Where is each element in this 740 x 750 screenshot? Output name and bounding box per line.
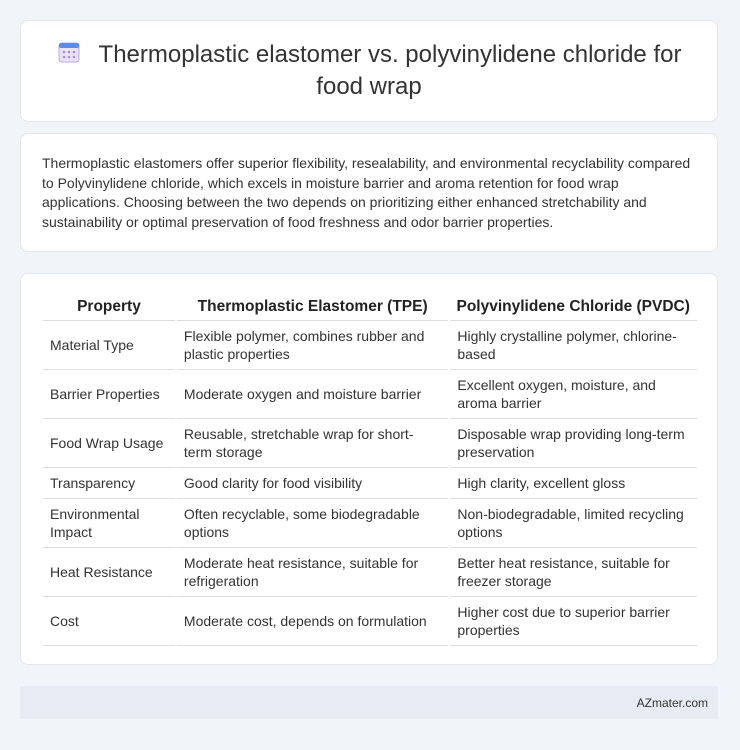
cell-pvdc: High clarity, excellent gloss — [449, 468, 697, 499]
summary-text: Thermoplastic elastomers offer superior flexibility, resealability, and environmental recyclability compared to Polyvinylidene chloride, which excels in moisture barrier and aroma retention for food wrap applications. Choosing between the two depends on prioritizing either enhanced stretchability and sustainability or optimal preservation of food freshness and odor barrier properties. — [42, 155, 691, 230]
cell-tpe: Moderate oxygen and moisture barrier — [176, 370, 449, 419]
cell-pvdc: Disposable wrap providing long-term preservation — [449, 419, 697, 468]
cell-tpe: Flexible polymer, combines rubber and plastic properties — [176, 321, 449, 370]
cell-tpe: Moderate heat resistance, suitable for refrigeration — [176, 548, 449, 597]
comparison-table-card — [20, 273, 718, 665]
footer-source-link[interactable]: AZmater.com — [636, 695, 708, 710]
calendar-icon — [57, 40, 81, 72]
table-header-row — [42, 294, 697, 321]
title-card — [20, 20, 718, 122]
table-row — [42, 499, 697, 548]
cell-property: Barrier Properties — [42, 370, 176, 419]
header-tpe: Thermoplastic Elastomer (TPE) — [176, 294, 449, 321]
table-row — [42, 468, 697, 499]
table-row — [42, 321, 697, 370]
cell-tpe: Reusable, stretchable wrap for short-term storage — [176, 419, 449, 468]
table-row — [42, 597, 697, 646]
footer — [20, 686, 718, 719]
cell-tpe: Good clarity for food visibility — [176, 468, 449, 499]
header-pvdc: Polyvinylidene Chloride (PVDC) — [449, 294, 697, 321]
cell-pvdc: Highly crystalline polymer, chlorine-based — [449, 321, 697, 370]
cell-pvdc: Better heat resistance, suitable for freezer storage — [449, 548, 697, 597]
cell-pvdc: Non-biodegradable, limited recycling options — [449, 499, 697, 548]
table-row — [42, 370, 697, 419]
comparison-table — [41, 294, 697, 646]
cell-tpe: Often recyclable, some biodegradable options — [176, 499, 449, 548]
page-title: Thermoplastic elastomer vs. polyvinylidene chloride for food wrap — [98, 41, 682, 100]
cell-property: Environmental Impact — [42, 499, 176, 548]
cell-tpe: Moderate cost, depends on formulation — [176, 597, 449, 646]
cell-property: Material Type — [42, 321, 176, 370]
cell-property: Heat Resistance — [42, 548, 176, 597]
cell-property: Cost — [42, 597, 176, 646]
summary-card — [20, 133, 718, 252]
table-row — [42, 548, 697, 597]
header-property: Property — [42, 294, 176, 321]
cell-property: Transparency — [42, 468, 176, 499]
cell-pvdc: Higher cost due to superior barrier properties — [449, 597, 697, 646]
cell-property: Food Wrap Usage — [42, 419, 176, 468]
page-title-wrap — [49, 40, 689, 102]
cell-pvdc: Excellent oxygen, moisture, and aroma barrier — [449, 370, 697, 419]
table-row — [42, 419, 697, 468]
